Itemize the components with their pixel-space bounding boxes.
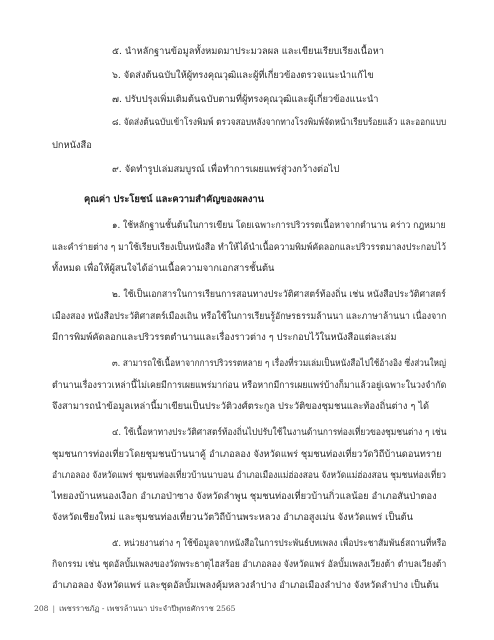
paragraph-line: อำเภอลอง จังหวัดแพร่ และชุดอัลบั้มเพลงคุ้มหลวงลำปาง อำเภอเมืองลำปาง จังหวัดลำปาง เป็นต้น <box>52 580 439 591</box>
page-footer <box>34 603 236 615</box>
paragraph-line: ๓. สามารถใช้เนื้อหาจากการปริวรรตหลาย ๆ เรื่องที่รวมเล่มเป็นหนังสือไปใช้อ้างอิง ซึ่งส่วนใหญ่ <box>112 358 447 369</box>
paragraph-line: จังหวัดเชียงใหม่ และชุมชนท่องเที่ยวนวัตวิถีบ้านพระหลวง อำเภอสูงเม่น จังหวัดแพร่ เป็นต้น <box>52 512 413 523</box>
list-item-continuation: ปกหนังสือ <box>52 140 92 151</box>
paragraph-line: กิจกรรม เช่น ชุดอัลบั้มเพลงของวัดพระธาตุไฮสร้อย อำเภอลอง จังหวัดแพร่ อัลบั้มเพลงเวียงต้า ตำบลเวียงต้า <box>52 559 447 570</box>
paragraph-line: และคำร่ายต่าง ๆ มาใช้เรียบเรียงเป็นหนังสือ ทำให้ได้นำเนื้อความพิมพ์คัดลอกและปริวรรตมาลงประกอบไว้ <box>52 242 447 253</box>
paragraph-line: ชุมชนการท่องเที่ยวโดยชุมชนบ้านนาคู้ อำเภอลอง จังหวัดแพร่ ชุมชนท่องเที่ยววัดวิถีบ้านดอนทราย <box>52 449 442 460</box>
list-item: ๖. จัดส่งต้นฉบับให้ผู้ทรงคุณวุฒิและผู้ที่เกี่ยวข้องตรวจแนะนำแก้ไข <box>112 70 374 81</box>
paragraph-line: ๕. หน่วยงานต่าง ๆ ใช้ข้อมูลจากหนังสือในการประพันธ์บทเพลง เพื่อประชาสัมพันธ์สถานที่หรือ <box>112 538 447 549</box>
paragraph-line: ๒. ใช้เป็นเอกสารในการเรียนการสอนทางประวัติศาสตร์ท้องถิ่น เช่น หนังสือประวัติศาสตร์ <box>112 289 446 300</box>
paragraph-line: จึงสามารถนำข้อมูลเหล่านี้มาเขียนเป็นประวัติวงศ์ตระกูล ประวัติของชุมชนและท้องถิ่นต่าง ๆ ได้ <box>52 401 430 412</box>
list-item: ๙. จัดทำรูปเล่มสมบูรณ์ เพื่อทำการเผยแพร่สู่วงกว้างต่อไป <box>112 164 340 175</box>
paragraph-line: มีการพิมพ์คัดลอกและปริวรรตตำนานและเรื่องราวต่าง ๆ ประกอบไว้ในหนังสือแต่ละเล่ม <box>52 332 397 343</box>
paragraph-line: ๔. ใช้เนื้อหาทางประวัติศาสตร์ท้องถิ่นไปปรับใช้ในงานด้านการท่องเที่ยวของชุมชนต่าง ๆ เช่น <box>112 427 447 438</box>
list-item: ๘. จัดส่งต้นฉบับเข้าโรงพิมพ์ ตรวจสอบหลังจากทางโรงพิมพ์จัดหน้าเรียบร้อยแล้ว และออกแบบ <box>112 117 447 128</box>
section-heading: คุณค่า ประโยชน์ และความสำคัญของผลงาน <box>84 194 264 205</box>
paragraph-line: อำเภอลอง จังหวัดแพร่ ชุมชนท่องเที่ยวบ้านนาบอน อำเภอเมืองแม่ฮ่องสอน จังหวัดแม่ฮ่องสอน ชุมชนท่องเที่ยว <box>52 470 446 481</box>
paragraph-line: เมืองสอง หนังสือประวัติศาสตร์เมืองเถิน หรือใช้ในการเรียนรู้อักษรธรรมล้านนา และภาษาล้านนา เนื่องจาก <box>52 311 447 322</box>
publication-title: เพชรราชภัฏ - เพชรล้านนา ประจำปีพุทธศักราช 2565 <box>59 604 236 613</box>
list-item: ๕. นำหลักฐานข้อมูลทั้งหมดมาประมวลผล และเขียนเรียบเรียงเนื้อหา <box>112 46 384 57</box>
page-number: 208 <box>34 604 49 613</box>
paragraph-line: ไทยองบ้านหนองเงือก อำเภอป่าซาง จังหวัดลำพูน ชุมชนท่องเที่ยวบ้านกิ่วแลน้อย อำเภอสันป่าตอง <box>52 491 437 502</box>
paragraph-line: ๑. ใช้หลักฐานชั้นต้นในการเขียน โดยเฉพาะการปริวรรตเนื้อหาจากตำนาน คร่าว กฎหมาย <box>112 220 446 231</box>
list-item: ๗. ปรับปรุงเพิ่มเติมต้นฉบับตามที่ผู้ทรงคุณวุฒิและผู้เกี่ยวข้องแนะนำ <box>112 94 379 105</box>
paragraph-line: ทั้งหมด เพื่อให้ผู้สนใจได้อ่านเนื้อความจากเอกสารชั้นต้น <box>52 263 275 274</box>
paragraph-line: ตำนานเรื่องราวเหล่านี้ไม่เคยมีการเผยแพร่มาก่อน หรือหากมีการเผยแพร่บ้างก็มาแล้วอยู่เฉพาะในวงจำกัด <box>52 380 447 391</box>
footer-separator: | <box>52 604 56 613</box>
